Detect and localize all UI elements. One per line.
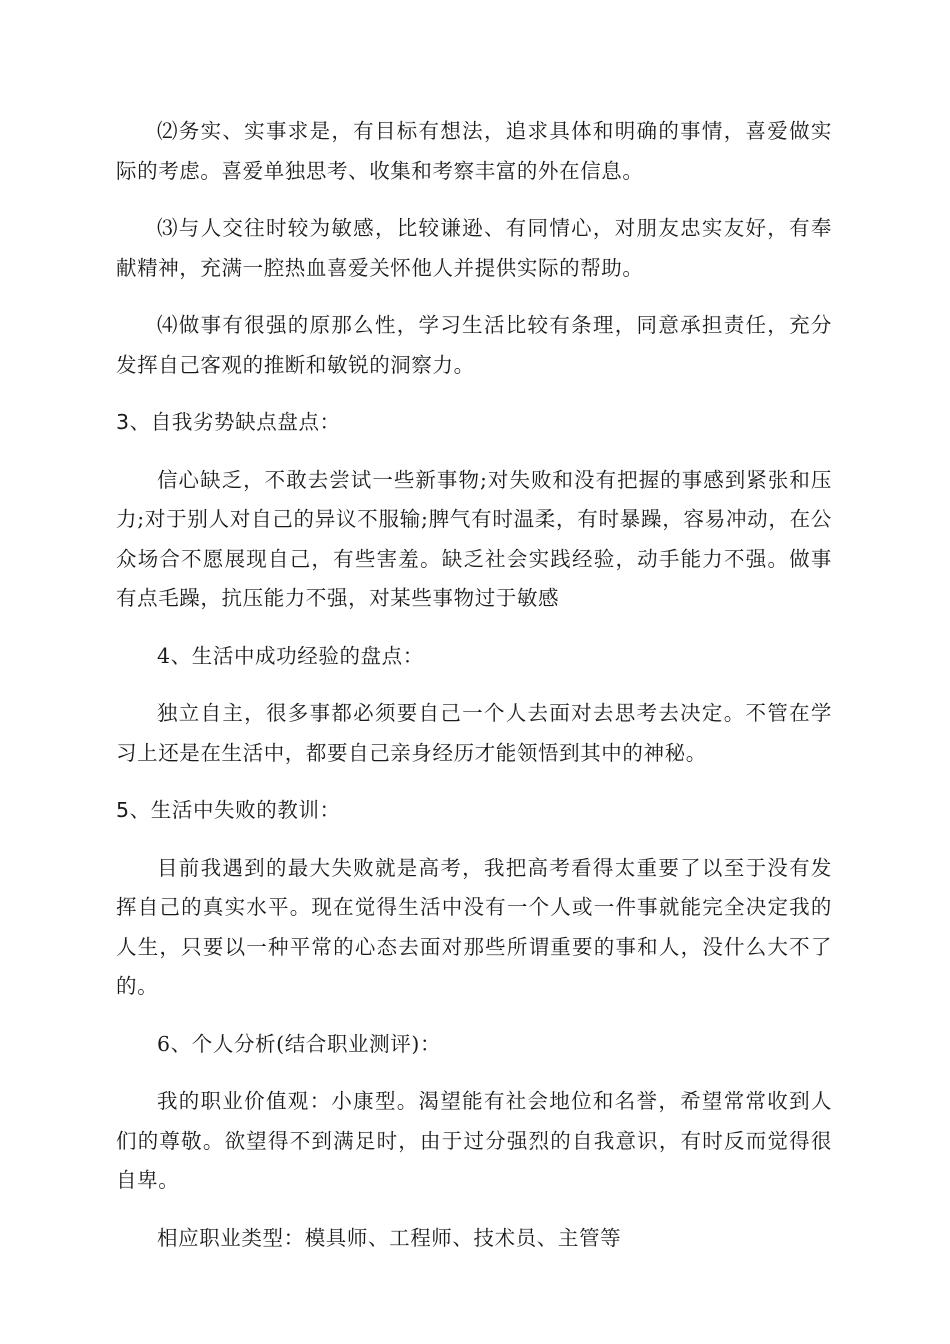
section-heading-analysis: 6、个人分析(结合职业测评)： <box>157 1031 442 1056</box>
document-body <box>116 112 832 1276</box>
paragraph-weaknesses: 信心缺乏，不敢去尝试一些新事物;对失败和没有把握的事感到紧张和压力;对于别人对自己的异议不服输;脾气有时温柔，有时暴躁，容易冲动，在公众场合不愿展现自己，有些害羞。缺乏社会实践经验，动手能力不强。做事有点毛躁，抗压能力不强，对某些事物过于敏感 <box>116 467 832 610</box>
section-heading-weaknesses <box>116 403 832 443</box>
paragraph-success: 独立自主，很多事都必须要自己一个人去面对去思考去决定。不管在学习上还是在生活中，都要自己亲身经历才能领悟到其中的神秘。 <box>116 701 832 765</box>
section-heading-success: 4、生活中成功经验的盘点： <box>157 643 424 668</box>
paragraph-principled: ⑷做事有很强的原那么性，学习生活比较有条理，同意承担责任，充分发挥自己客观的推断和敏锐的洞察力。 <box>116 313 832 377</box>
section-title: 、生活中失败的教训： <box>129 798 341 822</box>
section-heading-failure <box>116 791 832 831</box>
paragraph-failure: 目前我遇到的最大失败就是高考，我把高考看得太重要了以至于没有发挥自己的真实水平。现在觉得生活中没有一个人或一件事就能完全决定我的人生，只要以一种平常的心态去面对那些所谓重要的事和人，没什么大不了的。 <box>116 855 832 998</box>
paragraph-career-types: 相应职业类型：模具师、工程师、技术员、主管等 <box>157 1225 622 1250</box>
section-title: 、自我劣势缺点盘点： <box>129 410 341 434</box>
section-number: 3 <box>116 410 130 434</box>
paragraph-practical: ⑵务实、实事求是，有目标有想法，追求具体和明确的事情，喜爱做实际的考虑。喜爱单独思考、收集和考察丰富的外在信息。 <box>116 119 832 183</box>
section-number: 5 <box>116 798 130 822</box>
paragraph-career-values: 我的职业价值观：小康型。渴望能有社会地位和名誉，希望常常收到人们的尊敬。欲望得不到满足时，由于过分强烈的自我意识，有时反而觉得很自卑。 <box>116 1089 832 1192</box>
paragraph-interpersonal: ⑶与人交往时较为敏感，比较谦逊、有同情心，对朋友忠实友好，有奉献精神，充满一腔热血喜爱关怀他人并提供实际的帮助。 <box>116 216 832 280</box>
